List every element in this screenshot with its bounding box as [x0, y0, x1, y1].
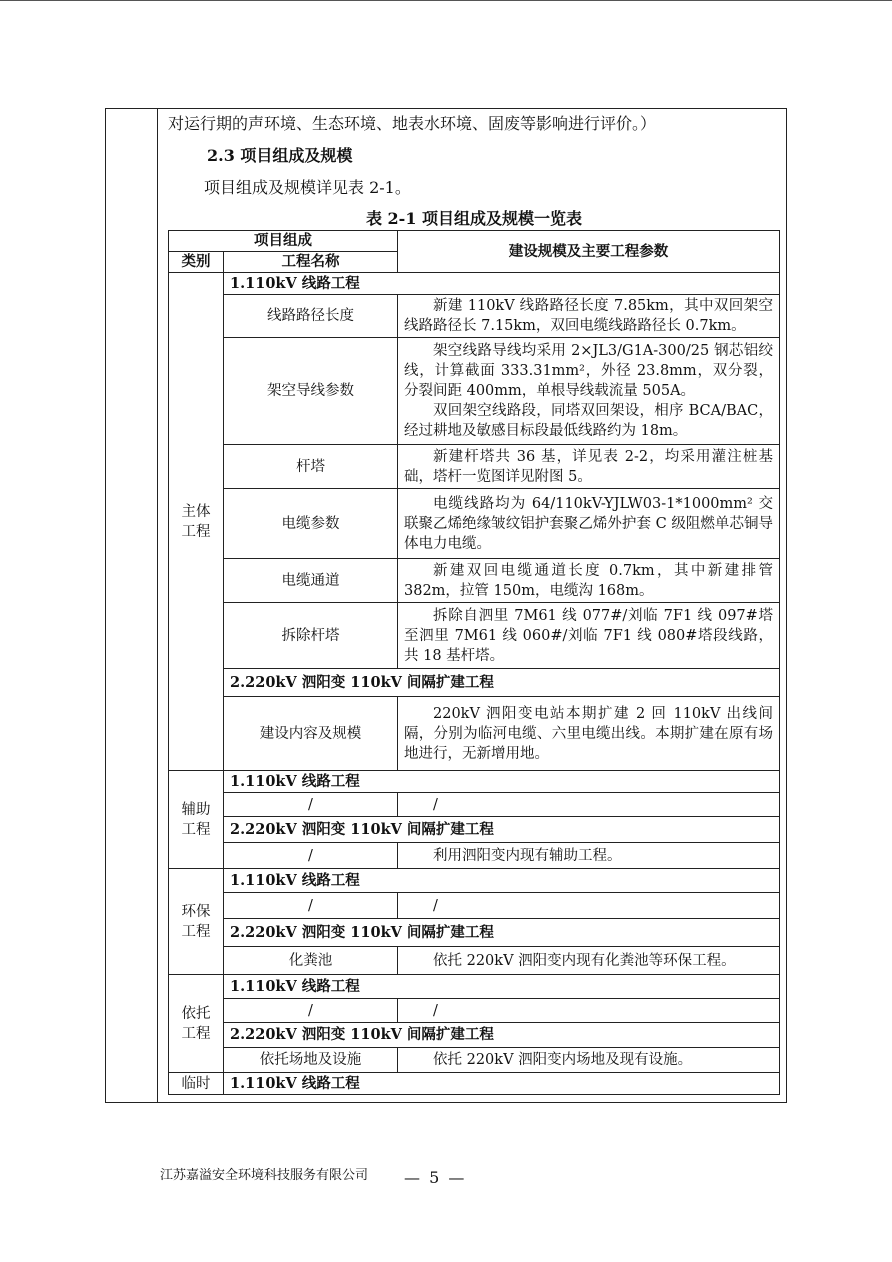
table-row [169, 999, 780, 1023]
table-row [169, 559, 780, 603]
intro-text: 对运行期的声环境、生态环境、地表水环境、固废等影响进行评价。） [168, 114, 657, 133]
category-dep: 依托工程 [169, 975, 224, 1073]
table-row [169, 1023, 780, 1048]
table-row [169, 869, 780, 893]
table-row [169, 975, 780, 999]
detail-text: 依托 220kV 泗阳变内场地及现有设施。 [433, 1052, 693, 1068]
item-detail [398, 603, 780, 669]
item-name: 拆除杆塔 [224, 603, 398, 669]
table-row [169, 771, 780, 793]
item-name: / [224, 793, 398, 817]
table-row [169, 1073, 780, 1095]
section-row-label: 2.220kV 泗阳变 110kV 间隔扩建工程 [224, 669, 780, 697]
category-env: 环保工程 [169, 869, 224, 975]
table-caption: 表 2-1 项目组成及规模一览表 [365, 209, 583, 228]
header-name: 工程名称 [224, 252, 398, 273]
section-row-label: 1.110kV 线路工程 [224, 975, 780, 999]
item-name: 建设内容及规模 [224, 697, 398, 771]
item-detail [398, 893, 780, 919]
section-row-label: 1.110kV 线路工程 [224, 869, 780, 893]
section-paragraph: 项目组成及规模详见表 2-1。 [204, 178, 411, 197]
detail-text: 220kV 泗阳变电站本期扩建 2 回 110kV 出线间隔，分别为临河电缆、六里电缆出线。本期扩建在原有场地进行，无新增用地。 [404, 705, 773, 762]
table-row [169, 793, 780, 817]
item-name: 电缆通道 [224, 559, 398, 603]
header-row-1 [169, 231, 780, 252]
header-category: 类别 [169, 252, 224, 273]
item-name: 线路路径长度 [224, 295, 398, 338]
item-detail [398, 697, 780, 771]
table-row [169, 669, 780, 697]
section-heading: 2.3 项目组成及规模 [207, 146, 353, 165]
item-detail [398, 793, 780, 817]
header-params: 建设规模及主要工程参数 [398, 231, 780, 273]
section-row-label: 1.110kV 线路工程 [224, 1073, 780, 1095]
table-row [169, 295, 780, 338]
detail-text: / [433, 1002, 438, 1019]
header-group: 项目组成 [169, 231, 398, 252]
detail-text: 拆除自泗里 7M61 线 077#/刘临 7F1 线 097#塔至泗里 7M61 线 060#/刘临 7F1 线 080#塔段线路，共 18 基杆塔。 [404, 607, 773, 664]
detail-text: 新建双回电缆通道长度 0.7km，其中新建排管 382m，拉管 150m，电缆沟 168m。 [404, 562, 773, 599]
item-detail [398, 489, 780, 559]
page-number: — 5 — [404, 1168, 467, 1187]
item-name: 架空导线参数 [224, 338, 398, 445]
item-name: 化粪池 [224, 947, 398, 975]
item-name: / [224, 893, 398, 919]
category-temp: 临时 [169, 1073, 224, 1095]
section-row-label: 2.220kV 泗阳变 110kV 间隔扩建工程 [224, 1023, 780, 1048]
section-row-label: 2.220kV 泗阳变 110kV 间隔扩建工程 [224, 919, 780, 947]
table-row [169, 273, 780, 295]
project-composition-table [168, 230, 780, 1095]
table-row [169, 338, 780, 445]
item-detail [398, 559, 780, 603]
top-rule [0, 0, 892, 1]
item-detail [398, 295, 780, 338]
footer-company: 江苏嘉溢安全环境科技服务有限公司 [160, 1168, 369, 1183]
detail-text: 新建 110kV 线路路径长度 7.85km，其中双回架空线路路径长 7.15km，双回电缆线路路径长 0.7km。 [404, 298, 773, 334]
detail-text: 电缆线路均为 64/110kV-YJLW03-1*1000mm² 交联聚乙烯绝缘皱纹铝护套聚乙烯外护套 C 级阻燃单芯铜导体电力电缆。 [404, 495, 773, 552]
item-detail [398, 1048, 780, 1073]
frame-left-column-divider [157, 108, 158, 1103]
table-row [169, 843, 780, 869]
table-row [169, 893, 780, 919]
item-detail [398, 843, 780, 869]
table-row [169, 817, 780, 843]
table-row [169, 445, 780, 489]
item-name: 电缆参数 [224, 489, 398, 559]
table-row [169, 1048, 780, 1073]
section-row-label: 2.220kV 泗阳变 110kV 间隔扩建工程 [224, 817, 780, 843]
detail-text: 双回架空线路段，同塔双回架设，相序 BCA/BAC，经过耕地及敏感目标段最低线路约为 18m。 [404, 403, 773, 439]
item-detail [398, 999, 780, 1023]
table-row [169, 919, 780, 947]
table-row [169, 603, 780, 669]
detail-text: 架空线路导线均采用 2×JL3/G1A-300/25 钢芯铝绞线，计算截面 333.31mm²，外径 23.8mm，双分裂，分裂间距 400mm，单根导线载流量 505A。 [404, 343, 773, 399]
item-name: / [224, 999, 398, 1023]
category-main: 主体工程 [169, 273, 224, 771]
detail-text: 新建杆塔共 36 基，详见表 2-2，均采用灌注桩基础，塔杆一览图详见附图 5。 [404, 448, 773, 485]
table-row [169, 697, 780, 771]
item-name: 杆塔 [224, 445, 398, 489]
detail-text: 依托 220kV 泗阳变内现有化粪池等环保工程。 [433, 952, 736, 969]
item-detail [398, 947, 780, 975]
section-row-label: 1.110kV 线路工程 [224, 273, 780, 295]
item-name: 依托场地及设施 [224, 1048, 398, 1073]
item-name: / [224, 843, 398, 869]
table-row [169, 489, 780, 559]
detail-text: / [433, 897, 438, 914]
section-row-label: 1.110kV 线路工程 [224, 771, 780, 793]
detail-text: / [433, 796, 438, 813]
table-row [169, 947, 780, 975]
item-detail [398, 338, 780, 445]
detail-text: 利用泗阳变内现有辅助工程。 [433, 847, 622, 864]
category-aux: 辅助工程 [169, 771, 224, 869]
item-detail [398, 445, 780, 489]
